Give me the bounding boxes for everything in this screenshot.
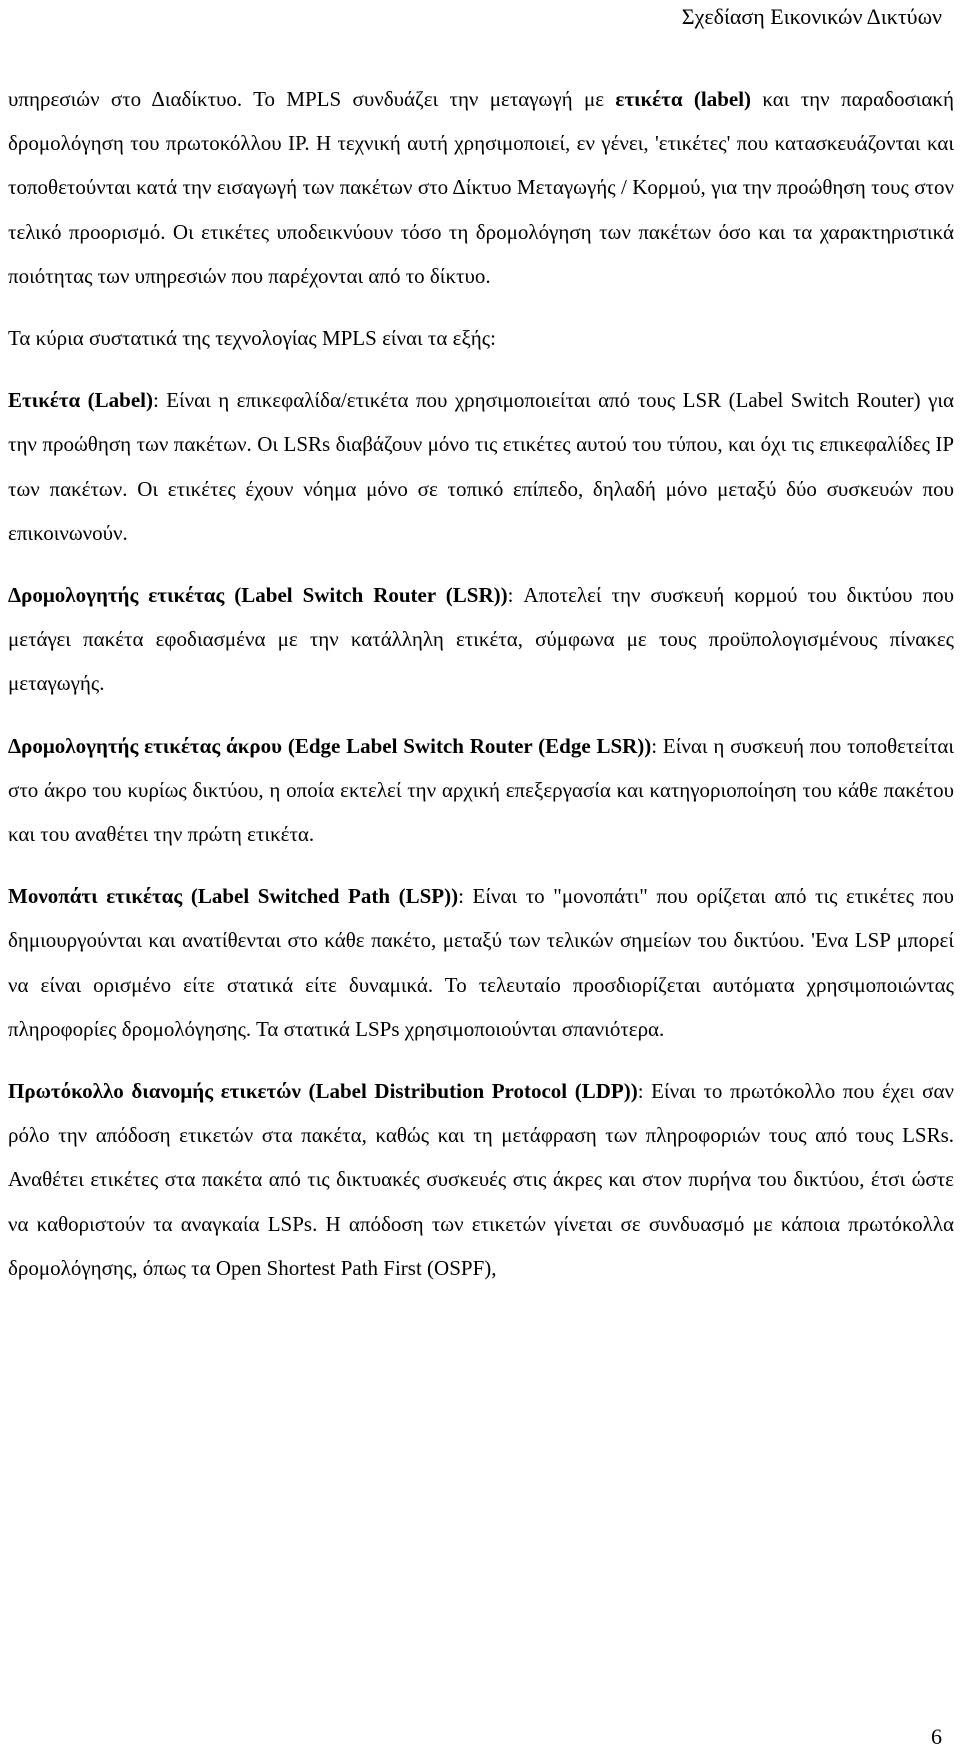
definition-edge-lsr (8, 724, 954, 857)
page-number: 6 (931, 1724, 942, 1749)
term-label-label: Ετικέτα (Label) (8, 388, 153, 413)
intro-paragraph (8, 77, 954, 298)
term-label-lsp: Μονοπάτι ετικέτας (Label Switched Path (LSP)) (8, 884, 459, 909)
paragraph-text: Τα κύρια συστατικά της τεχνολογίας MPLS είναι τα εξής: (8, 326, 496, 351)
definition-label (8, 378, 954, 555)
components-intro-paragraph (8, 316, 954, 360)
document-body (8, 77, 954, 1290)
paragraph-text: υπηρεσιών στο Διαδίκτυο. Το MPLS συνδυάζει την μεταγωγή με (8, 87, 616, 111)
definition-lsr (8, 573, 954, 706)
definition-text: : Είναι η επικεφαλίδα/ετικέτα που χρησιμοποιείται από τους LSR (Label Switch Router) για την προώθηση των πακέτων. Οι LSRs διαβάζουν μόνο τις ετικέτες αυτού του τύπου, και όχι τις επικεφαλίδες IP των πακέτων. Οι ετικέτες έχουν νόημα μόνο σε τοπικό επίπεδο, δηλαδή μόνο μεταξύ δύο συσκευών που επικοινωνούν. (8, 388, 954, 545)
running-header: Σχεδίαση Εικονικών Δικτύων (681, 4, 942, 29)
definition-text: : Είναι το πρωτόκολλο που έχει σαν ρόλο την απόδοση ετικετών στα πακέτα, καθώς και τη μετάφραση των πληροφοριών τους από τους LSRs. Αναθέτει ετικέτες στα πακέτα από τις δικτυακές συσκευές στις άκρες και στον πυρήνα του δικτύου, έτσι ώστε να καθοριστούν τα αναγκαία LSPs. Η απόδοση των ετικετών γίνεται σε συνδυασμό με κάποια πρωτόκολλα δρομολόγησης, όπως τα Open Shortest Path First (OSPF), (8, 1079, 954, 1280)
definition-ldp (8, 1069, 954, 1290)
term-label-ldp: Πρωτόκολλο διανομής ετικετών (Label Distribution Protocol (LDP)) (8, 1079, 638, 1104)
term-label-lsr: Δρομολογητής ετικέτας (Label Switch Router (LSR)) (8, 583, 508, 608)
definition-text: : Αποτελεί την συσκευή κορμού του δικτύου που μετάγει πακέτα εφοδιασμένα με την κατάλληλη ετικέτα, σύμφωνα με τους προϋπολογισμένους πίνακες μεταγωγής. (8, 583, 954, 696)
definition-text: : Είναι η συσκευή που τοποθετείται στο άκρο του κυρίως δικτύου, η οποία εκτελεί την αρχική επεξεργασία και κατηγοριοποίηση του κάθε πακέτου και του αναθέτει την πρώτη ετικέτα. (8, 733, 954, 847)
definition-lsp (8, 874, 954, 1051)
term-label-edge-lsr: Δρομολογητής ετικέτας άκρου (Edge Label Switch Router (Edge LSR)) (8, 733, 652, 758)
term-label: ετικέτα (label) (615, 87, 752, 111)
paragraph-text: και την παραδοσιακή δρομολόγηση του πρωτοκόλλου IP. Η τεχνική αυτή χρησιμοποιεί, εν γένει, 'ετικέτες' που κατασκευάζονται και τοποθετούνται κατά την εισαγωγή των πακέτων στο Δίκτυο Μεταγωγής / Κορμού, για την προώθηση τους στον τελικό προορισμό. Οι ετικέτες υποδεικνύουν τόσο τη δρομολόγηση των πακέτων όσο και τα χαρακτηριστικά ποιότητας των υπηρεσιών που παρέχονται από το δίκτυο. (8, 87, 955, 288)
definition-text: : Είναι το "μονοπάτι" που ορίζεται από τις ετικέτες που δημιουργούνται και ανατίθενται στο κάθε πακέτο, μεταξύ των τελικών σημείων του δικτύου. 'Ενα LSP μπορεί να είναι ορισμένο είτε στατικά είτε δυναμικά. Το τελευταίο προσδιορίζεται αυτόματα χρησιμοποιώντας πληροφορίες δρομολόγησης. Τα στατικά LSPs χρησιμοποιούνται σπανιότερα. (8, 884, 954, 1041)
